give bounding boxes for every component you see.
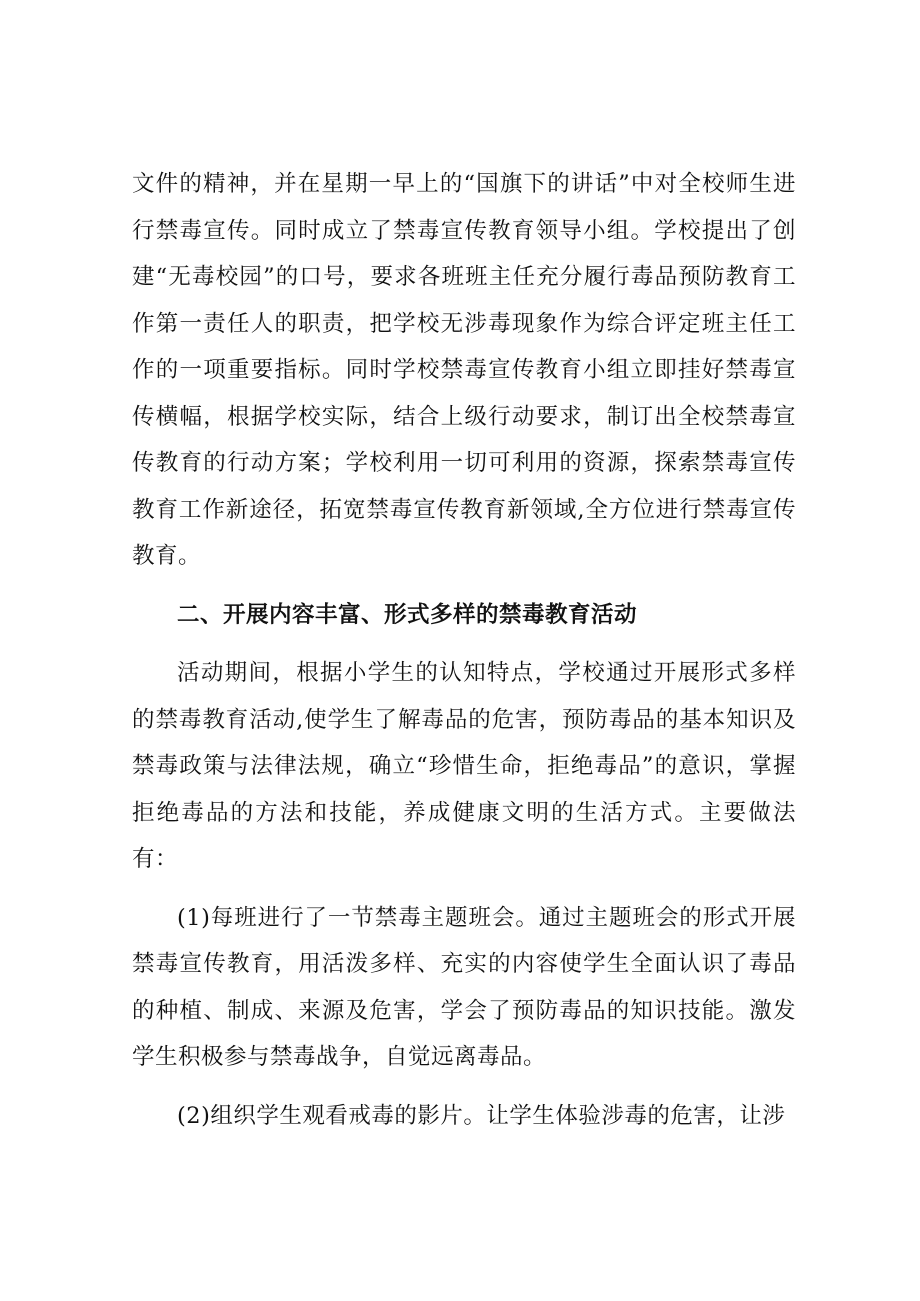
paragraph-activities: 活动期间，根据小学生的认知特点，学校通过开展形式多样的禁毒教育活动,使学生了解毒品的危害，预防毒品的基本知识及禁毒政策与法律法规，确立“珍惜生命，拒绝毒品”的意识，掌握拒绝毒品的方法和技能，养成健康文明的生活方式。主要做法有：	[132, 660, 796, 872]
section-heading: 二、开展内容丰富、形式多样的禁毒教育活动	[177, 601, 638, 628]
paragraph-item-1: (1)每班进行了一节禁毒主题班会。通过主题班会的形式开展禁毒宣传教育，用活泼多样、充实的内容使学生全面认识了毒品的种植、制成、来源及危害，学会了预防毒品的知识技能。激发学生积极参与禁毒战争，自觉远离毒品。	[132, 904, 796, 1070]
paragraph-continuation: 文件的精神，并在星期一早上的“国旗下的讲话”中对全校师生进行禁毒宣传。同时成立了禁毒宣传教育领导小组。学校提出了创建“无毒校园”的口号，要求各班班主任充分履行毒品预防教育工作第一责任人的职责，把学校无涉毒现象作为综合评定班主任工作的一项重要指标。同时学校禁毒宣传教育小组立即挂好禁毒宣传横幅，根据学校实际，结合上级行动要求，制订出全校禁毒宣传教育的行动方案；学校利用一切可利用的资源，探索禁毒宣传教育工作新途径，拓宽禁毒宣传教育新领域,全方位进行禁毒宣传教育。	[132, 171, 796, 569]
document-body	[132, 161, 796, 1139]
paragraph-item-2: (2)组织学生观看戒毒的影片。让学生体验涉毒的危害，让涉	[177, 1102, 786, 1129]
